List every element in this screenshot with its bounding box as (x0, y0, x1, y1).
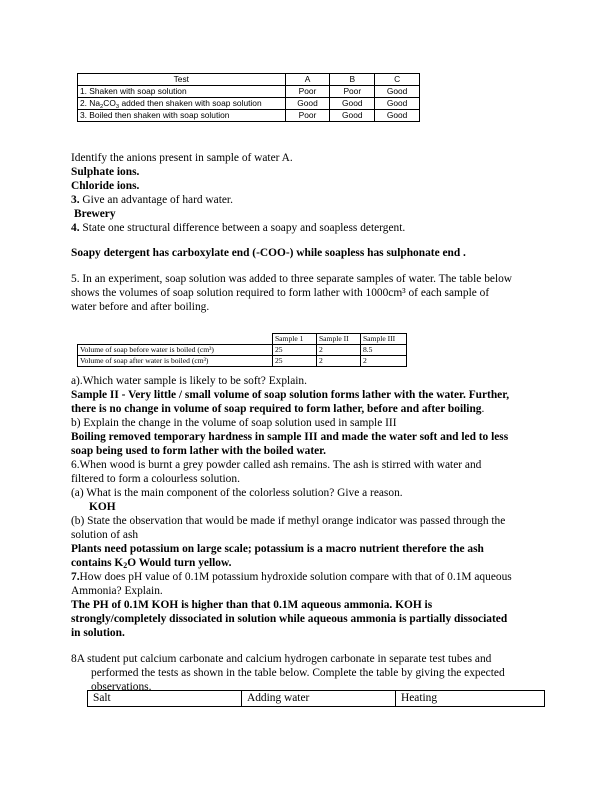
question-8-line2: performed the tests as shown in the table below. Complete the table by giving the expected (91, 667, 505, 679)
table-cell: 2 (316, 345, 360, 356)
question-8-line3: observations. (91, 681, 152, 693)
table-cell: Good (375, 86, 420, 98)
salt-observation-table (87, 690, 545, 707)
table-header-cell: Sample 1 (272, 334, 316, 345)
answer-5b-line2: soap being used to form lather with the boiled water. (71, 445, 327, 457)
row-label-prefix: 2. Na (80, 98, 101, 108)
question-6-line1: 6.When wood is burnt a grey powder called ash remains. The ash is stirred with water and (71, 459, 482, 471)
question-4 (71, 221, 405, 235)
question-6a: (a) What is the main component of the colorless solution? Give a reason. (71, 487, 403, 499)
table-row (78, 86, 420, 98)
answer-4: Soapy detergent has carboxylate end (-COO-) while soapless has sulphonate end . (71, 247, 466, 259)
table-header-cell (78, 334, 273, 345)
table-cell: Good (375, 98, 420, 110)
table-cell: Good (285, 98, 330, 110)
question-number: 4. (71, 222, 80, 234)
table-header-cell: Heating (396, 691, 545, 707)
answer-7-line3: in solution. (71, 627, 125, 639)
question-5a: a).Which water sample is likely to be soft? Explain. (71, 375, 307, 387)
question-5b: b) Explain the change in the volume of soap solution used in sample III (71, 417, 397, 429)
answer-sulphate: Sulphate ions. (71, 166, 140, 178)
answer-5a-line2 (71, 402, 484, 416)
answer-3: Brewery (74, 208, 116, 220)
answer-6a: KOH (89, 501, 116, 513)
question-6-line2: filtered to form a colourless solution. (71, 473, 240, 485)
table-header-row (78, 74, 420, 86)
soap-volume-table (77, 333, 407, 367)
question-text: Give an advantage of hard water. (79, 194, 233, 206)
question-5-line1: 5. In an experiment, soap solution was added to three separate samples of water. The table below (71, 273, 513, 285)
table-cell: Volume of soap after water is boiled (cm³) (78, 356, 273, 367)
question-6b-line1: (b) State the observation that would be made if methyl orange indicator was passed through the (71, 515, 506, 527)
question-8-line1: 8A student put calcium carbonate and calcium hydrogen carbonate in separate test tubes and (71, 653, 492, 665)
subscript: 2 (100, 104, 104, 110)
answer-text: there is no change in volume of soap required to form lather, before and after boiling (71, 403, 482, 415)
question-identify-anions: Identify the anions present in sample of water A. (71, 152, 293, 164)
answer-7-line1: The PH of 0.1M KOH is higher than that 0.1M aqueous ammonia. KOH is (71, 599, 433, 611)
answer-text: O Would turn yellow. (127, 557, 232, 569)
answer-5b-line1: Boiling removed temporary hardness in sample III and made the water soft and led to less (71, 431, 509, 443)
table-cell: 3. Boiled then shaken with soap solution (78, 110, 286, 122)
table-row (78, 110, 420, 122)
row-label-suffix: added then shaken with soap solution (119, 98, 262, 108)
question-7-line2: Ammonia? Explain. (71, 585, 163, 597)
answer-chloride: Chloride ions. (71, 180, 140, 192)
table-header-cell: A (285, 74, 330, 86)
table-header-cell: Salt (88, 691, 242, 707)
table-header-row (78, 334, 407, 345)
question-number: 3. (71, 194, 80, 206)
table-row (78, 98, 420, 110)
table-cell: Good (375, 110, 420, 122)
table-cell: Poor (285, 110, 330, 122)
answer-5a-line1: Sample II - Very little / small volume of soap solution forms lather with the water. Further, (71, 389, 510, 401)
table-cell: Good (330, 98, 375, 110)
table-header-cell: Sample III (360, 334, 406, 345)
question-text: State one structural difference between a soapy and soapless detergent. (79, 222, 406, 234)
table-cell: Poor (330, 86, 375, 98)
table-cell: 1. Shaken with soap solution (78, 86, 286, 98)
question-7-line1 (71, 570, 512, 584)
table-header-cell: Sample II (316, 334, 360, 345)
table-header-cell: Adding water (242, 691, 396, 707)
table-cell: Poor (285, 86, 330, 98)
table-cell: 2 (360, 356, 406, 367)
table-header-cell: B (330, 74, 375, 86)
question-5-line3: water before and after boiling. (71, 301, 210, 313)
question-3 (71, 193, 233, 207)
table-cell: 25 (272, 356, 316, 367)
table-header-cell: Test (78, 74, 286, 86)
table-cell: 25 (272, 345, 316, 356)
table-header-row (88, 691, 545, 707)
hardness-test-table (77, 73, 420, 122)
table-cell: Good (330, 110, 375, 122)
answer-text: contains K (71, 557, 124, 569)
table-cell: 2 (316, 356, 360, 367)
answer-6b-line1: Plants need potassium on large scale; potassium is a macro nutrient therefore the ash (71, 543, 484, 555)
table-cell: 8.5 (360, 345, 406, 356)
question-text: How does pH value of 0.1M potassium hydroxide solution compare with that of 0.1M aqueous (79, 571, 512, 583)
table-cell: Volume of soap before water is boiled (cm³) (78, 345, 273, 356)
table-cell (78, 98, 286, 110)
table-header-cell: C (375, 74, 420, 86)
question-6b-line2: solution of ash (71, 529, 139, 541)
answer-7-line2: strongly/completely dissociated in solution while aqueous ammonia is partially dissociated (71, 613, 508, 625)
question-number: 7. (71, 571, 80, 583)
subscript: 2 (123, 561, 128, 570)
answer-period: . (481, 403, 485, 415)
row-label-mid: CO (103, 98, 116, 108)
question-5-line2: shows the volumes of soap solution required to form lather with 1000cm³ of each sample of (71, 287, 490, 299)
answer-6b-line2 (71, 556, 231, 570)
table-row (78, 345, 407, 356)
table-row (78, 356, 407, 367)
subscript: 3 (115, 104, 120, 110)
